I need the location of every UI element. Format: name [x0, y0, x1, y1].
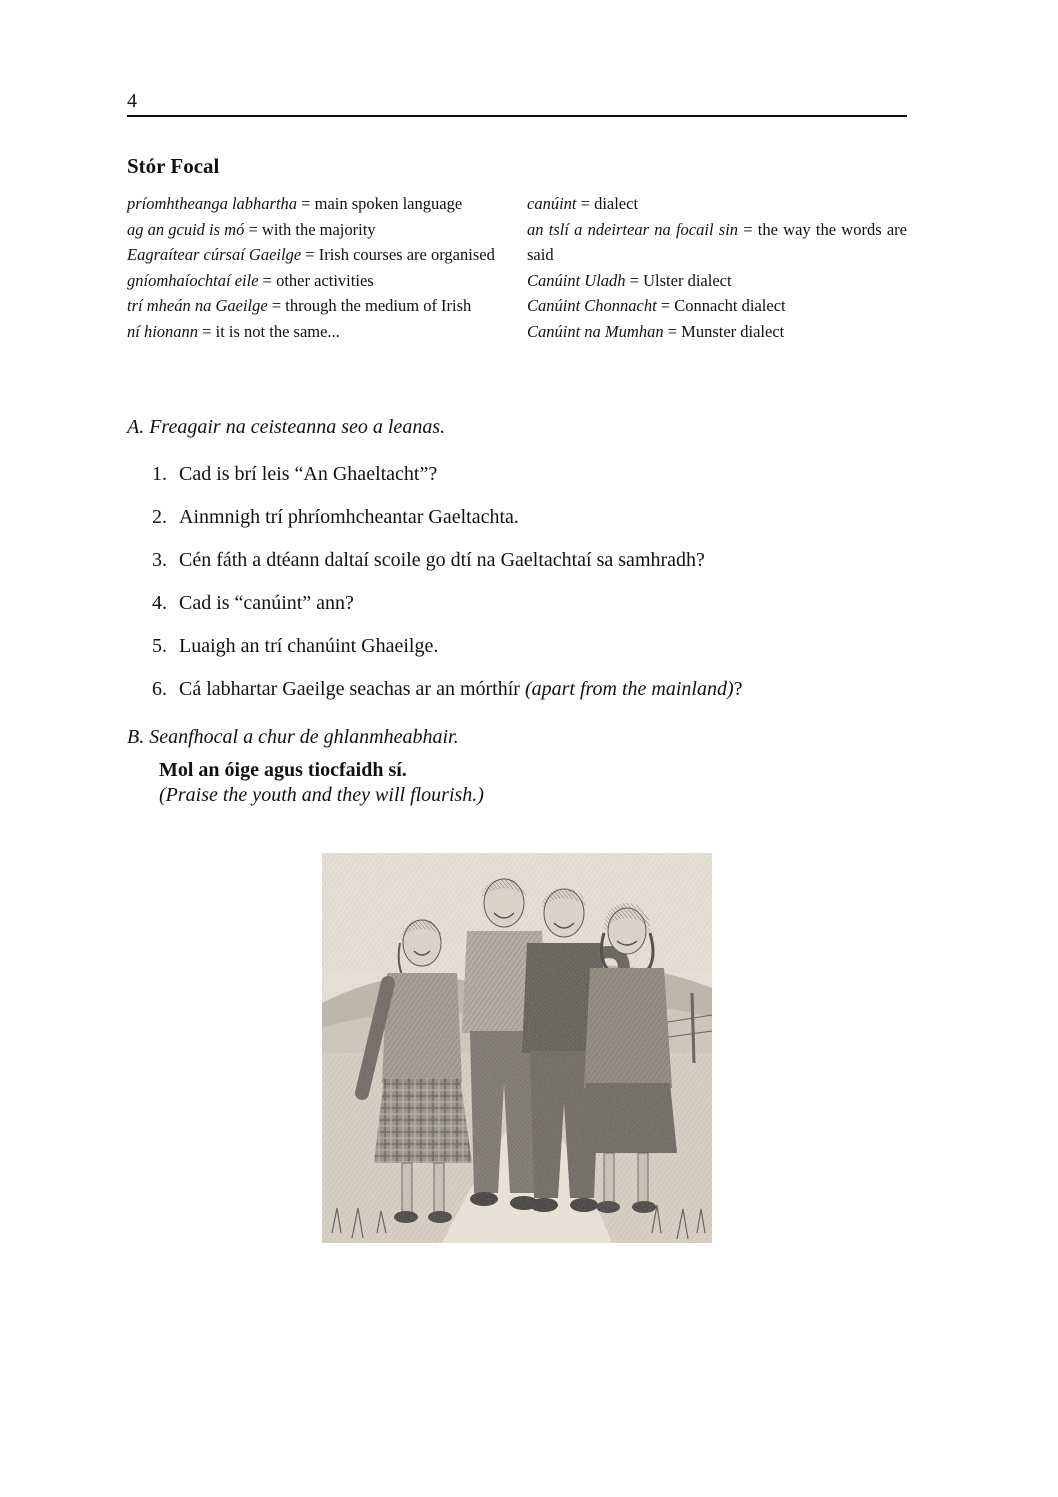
- question-tail: ?: [733, 678, 743, 700]
- glossary-meaning: it is not the same...: [215, 321, 340, 341]
- glossary-meaning: the way the words are said: [527, 219, 907, 265]
- question-item: [152, 506, 519, 529]
- proverb: Mol an óige agus tiocfaidh sí.: [159, 759, 407, 781]
- glossary-term: canúint: [527, 194, 577, 213]
- glossary-right-column: [527, 191, 907, 345]
- question-text: Luaigh an trí chanúint Ghaeilge.: [179, 635, 439, 657]
- glossary-term: Canúint Uladh: [527, 270, 626, 290]
- question-text: Cad is brí leis “An Ghaeltacht”?: [179, 463, 438, 485]
- question-item: [152, 549, 705, 572]
- glossary-term: ag an gcuid is mó: [127, 219, 245, 239]
- section-a-prompt: A. Freagair na ceisteanna seo a leanas.: [127, 416, 446, 438]
- glossary-meaning: through the medium of Irish: [285, 296, 472, 316]
- question-number: 3.: [152, 549, 167, 571]
- proverb-translation: (Praise the youth and they will flourish.): [159, 784, 484, 806]
- section-b-prompt: B. Seanfhocal a chur de ghlanmheabhair.: [127, 726, 459, 748]
- glossary-entry: trí mheán na Gaeilge = through the medium of Irish: [127, 296, 472, 316]
- glossary-meaning: Munster dialect: [681, 321, 785, 341]
- glossary-entry: Canúint Uladh = Ulster dialect: [527, 270, 732, 290]
- question-text: Cá labhartar Gaeilge seachas ar an mórthír: [179, 678, 520, 700]
- question-number: 6.: [152, 678, 167, 700]
- glossary-term: Canúint Chonnacht: [527, 296, 657, 316]
- glossary-entry: Canúint na Mumhan = Munster dialect: [527, 321, 785, 341]
- glossary-left-column: [127, 191, 510, 345]
- question-note: (apart from the mainland): [524, 678, 734, 700]
- glossary-meaning: with the majority: [261, 219, 376, 239]
- question-number: 4.: [152, 592, 167, 614]
- glossary-entry: Eagraítear cúrsaí Gaeilge = Irish courses are organised: [127, 245, 495, 265]
- glossary-term: príomhtheanga labhartha: [127, 194, 298, 213]
- glossary-term: trí mheán na Gaeilge: [127, 296, 268, 316]
- question-text: Ainmnigh trí phríomhcheantar Gaeltachta.: [179, 506, 519, 528]
- question-item: [152, 592, 354, 615]
- glossary-entry: ag an gcuid is mó = with the majority: [127, 219, 376, 239]
- sketch-illustration: [322, 853, 712, 1243]
- glossary-meaning: main spoken language: [314, 194, 463, 213]
- glossary-entry: an tslí a ndeirtear na focail sin = the way the words are said: [527, 219, 907, 265]
- glossary-heading: Stór Focal: [127, 154, 220, 178]
- glossary-entry: ní hionann = it is not the same...: [127, 321, 340, 341]
- question-text: Cén fáth a dtéann daltaí scoile go dtí na Gaeltachtaí sa samhradh?: [179, 549, 705, 571]
- header-rule: [127, 115, 907, 117]
- page-number: 4: [127, 90, 137, 112]
- glossary-entry: gníomhaíochtaí eile = other activities: [127, 270, 374, 290]
- question-item: [152, 635, 438, 658]
- glossary-meaning: Irish courses are organised: [318, 245, 495, 265]
- glossary-term: Canúint na Mumhan: [527, 321, 664, 341]
- glossary-meaning: Ulster dialect: [643, 270, 732, 290]
- question-number: 1.: [152, 463, 167, 485]
- glossary-term: Eagraítear cúrsaí Gaeilge: [127, 245, 302, 265]
- question-number: 2.: [152, 506, 167, 528]
- glossary-meaning: Connacht dialect: [674, 296, 786, 316]
- glossary-term: ní hionann: [127, 321, 199, 341]
- glossary-meaning: dialect: [594, 194, 639, 213]
- glossary-meaning: other activities: [276, 270, 374, 290]
- sketch-illustration-drawing: [322, 853, 712, 1243]
- question-item: [152, 678, 743, 701]
- glossary-entry: canúint = dialect: [527, 194, 639, 213]
- glossary-entry: Canúint Chonnacht = Connacht dialect: [527, 296, 786, 316]
- glossary-term: an tslí a ndeirtear na focail sin: [527, 219, 739, 239]
- glossary-entry: príomhtheanga labhartha = main spoken language: [127, 194, 463, 213]
- question-item: [152, 463, 437, 486]
- glossary-term: gníomhaíochtaí eile: [127, 270, 259, 290]
- question-text: Cad is “canúint” ann?: [179, 592, 354, 614]
- question-number: 5.: [152, 635, 167, 657]
